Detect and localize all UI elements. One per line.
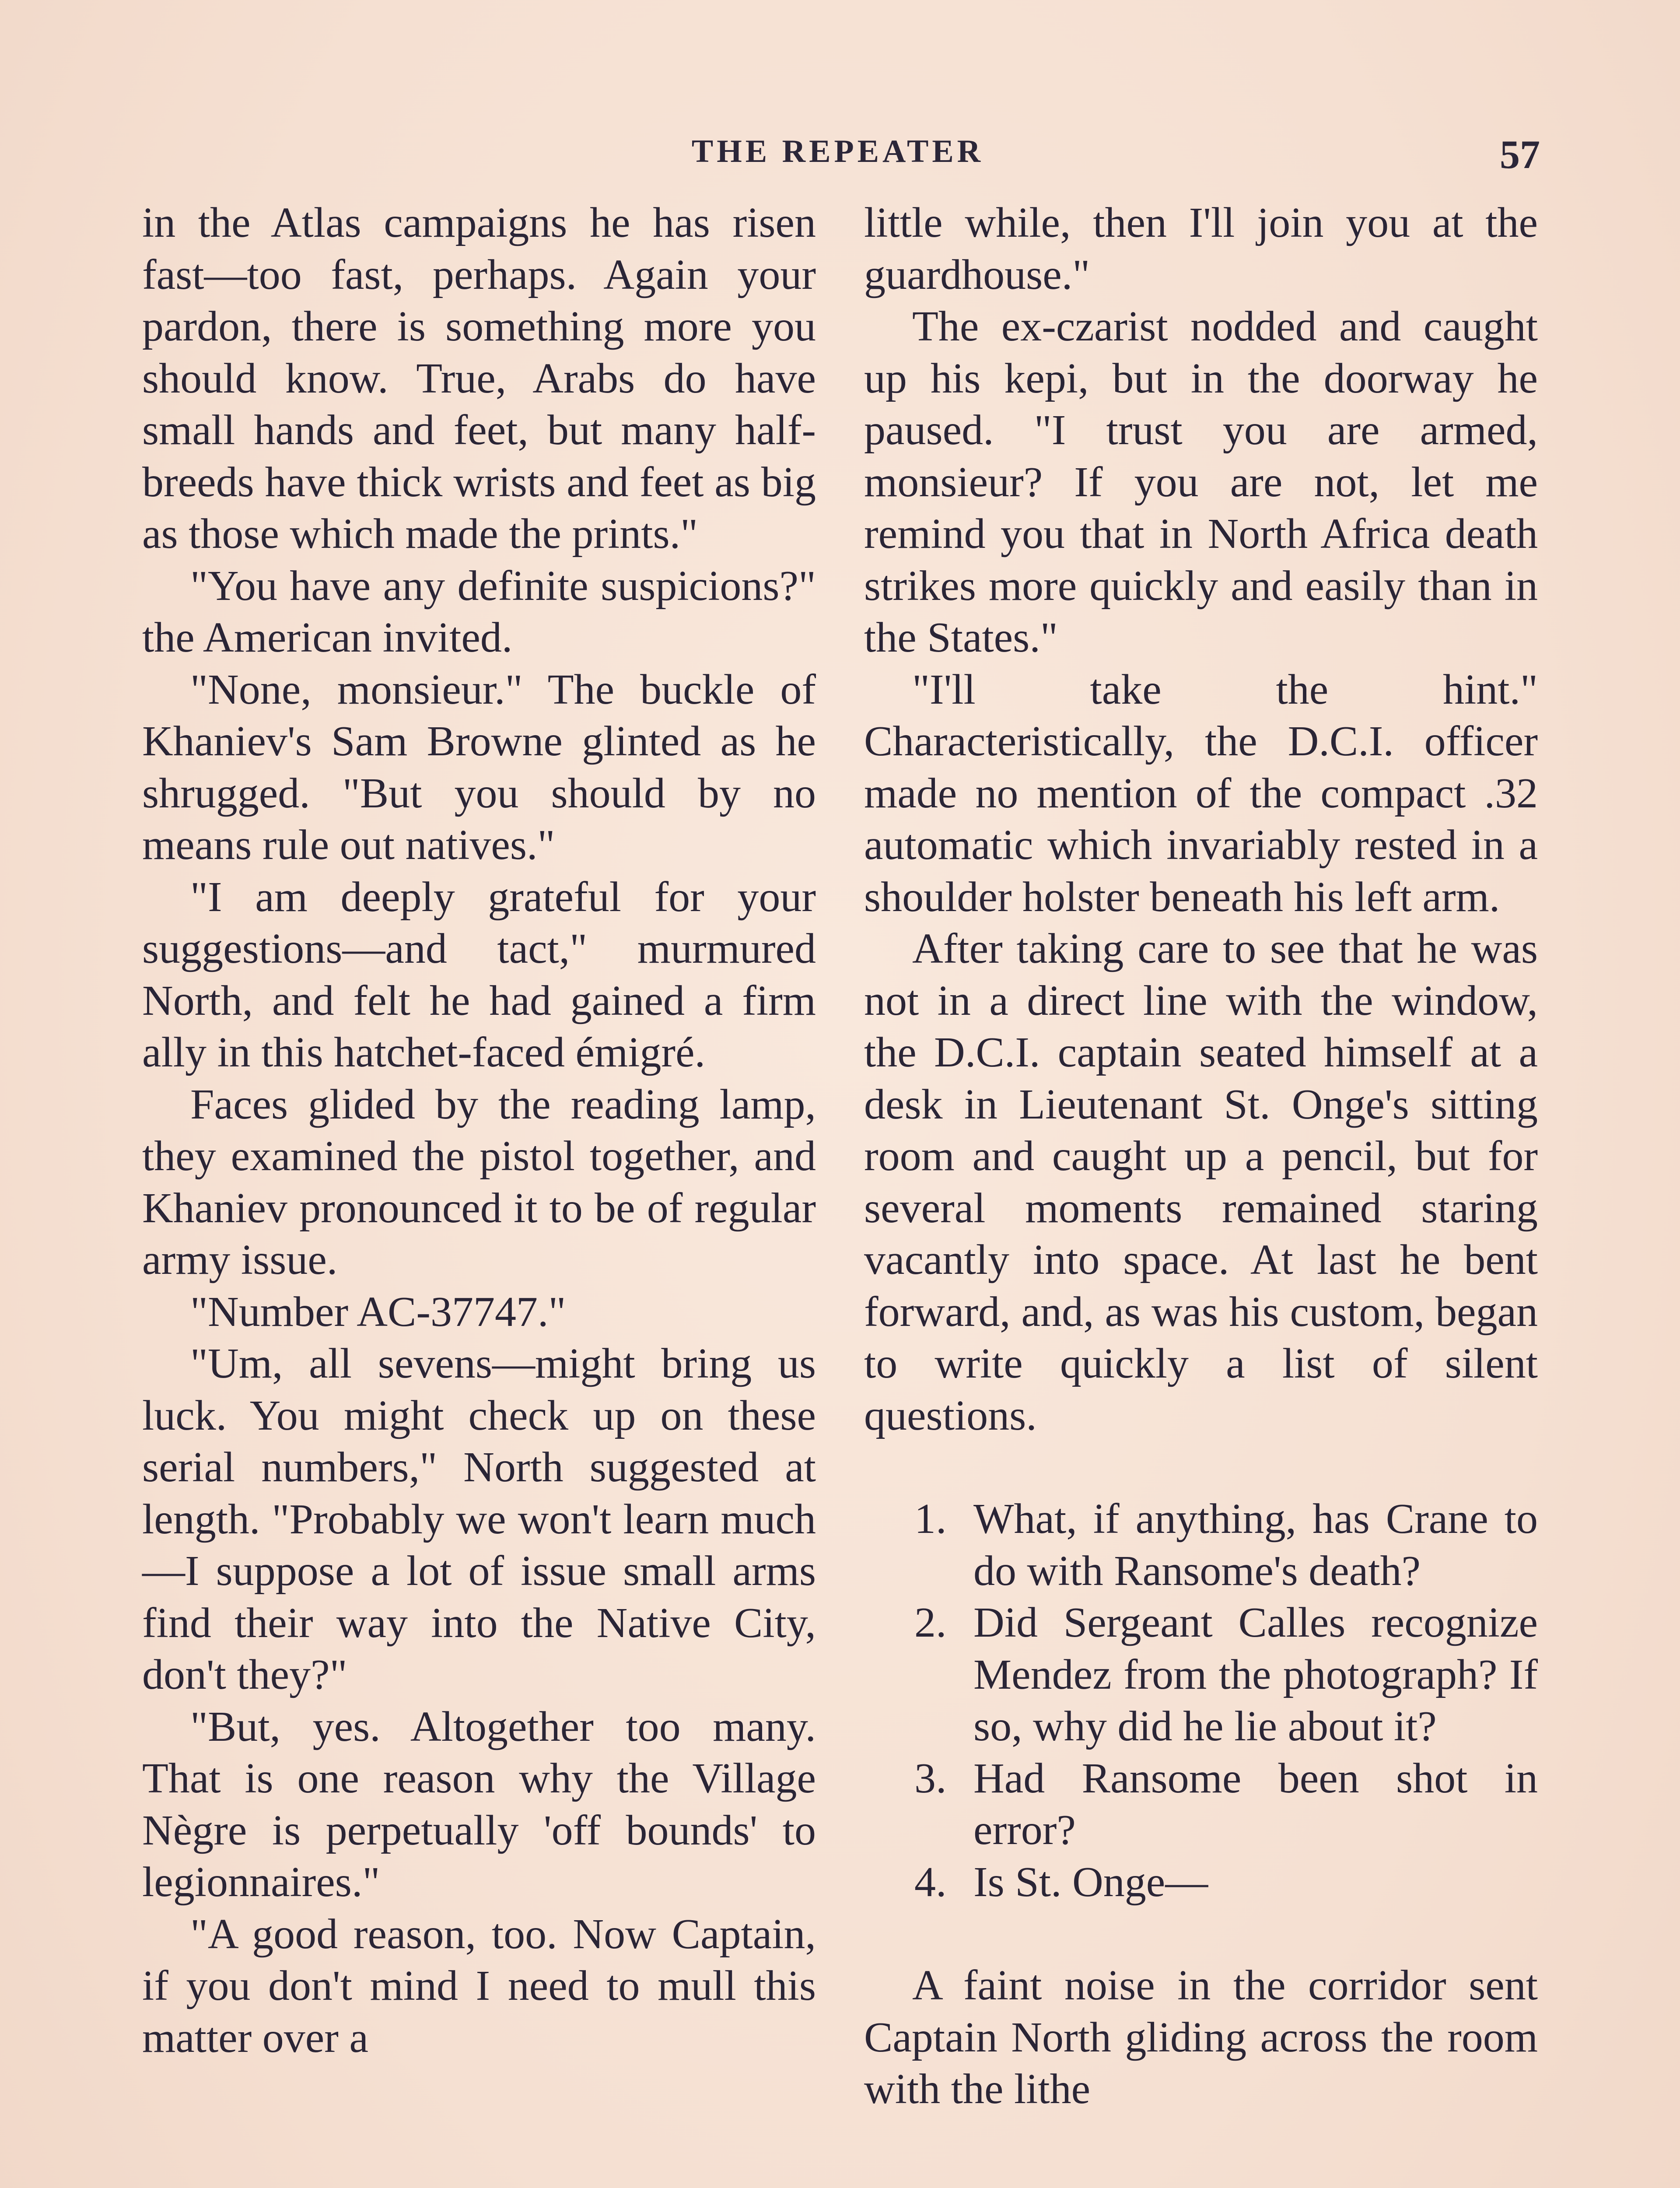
list-item (864, 1753, 1538, 1856)
section-break (864, 1908, 1538, 1960)
list-text: Is St. Onge— (973, 1858, 1208, 1906)
list-item (864, 1856, 1538, 1908)
page-header (144, 131, 1540, 179)
list-number: 4. (914, 1858, 947, 1906)
paragraph: in the Atlas campaigns he has risen fast—too fast, perhaps. Again your pardon, there is something more you should know. True, Arabs do have small hands and feet, but many half-breeds have thick wrists and feet as big as those which made the prints." (142, 199, 816, 558)
list-number: 3. (914, 1754, 947, 1802)
list-number: 1. (914, 1495, 947, 1543)
list-text: Did Sergeant Calles recognize Mendez from the photograph? If so, why did he lie about it? (973, 1599, 1538, 1750)
list-number: 2. (914, 1599, 947, 1646)
paragraph: Faces glided by the reading lamp, they examined the pistol together, and Khaniev pronounced it to be of regular army issue. (142, 1080, 816, 1283)
paragraph: "But, yes. Altogether too many. That is one reason why the Village Nègre is perpetually 'off bounds' to legionnaires." (142, 1703, 816, 1906)
paragraph: "You have any definite suspicions?" the American invited. (142, 562, 816, 661)
page-number: 57 (1500, 132, 1540, 177)
list-item (864, 1493, 1538, 1597)
paragraph: A faint noise in the corridor sent Captain North gliding across the room with the lithe (864, 1962, 1538, 2113)
paragraph: "I'll take the hint." Characteristically, the D.C.I. officer made no mention of the compact .32 automatic which invariably rested in a shoulder holster beneath his left arm. (864, 666, 1538, 921)
list-item (864, 1597, 1538, 1753)
paragraph: "A good reason, too. Now Captain, if you don't mind I need to mull this matter over a (142, 1910, 816, 2062)
list-text: Had Ransome been shot in error? (973, 1754, 1538, 1854)
running-title: THE REPEATER (691, 133, 984, 169)
paragraph: "Um, all sevens—might bring us luck. You might check up on these serial numbers," North suggested at length. "Probably we won't learn much—I suppose a lot of issue small arms find their way into the Native City, don't they?" (142, 1340, 816, 1698)
list-text: What, if anything, has Crane to do with Ransome's death? (973, 1495, 1538, 1595)
paragraph: "I am deeply grateful for your suggestions—and tact," murmured North, and felt he had gained a firm ally in this hatchet-faced émigré. (142, 873, 816, 1076)
question-list (864, 1493, 1538, 1908)
paragraph: "None, monsieur." The buckle of Khaniev's Sam Browne glinted as he shrugged. "But you should by no means rule out natives." (142, 666, 816, 869)
paragraph: "Number AC-37747." (190, 1288, 566, 1336)
left-column (142, 197, 816, 2064)
paragraph: The ex-czarist nodded and caught up his kepi, but in the doorway he paused. "I trust you are armed, monsieur? If you are not, let me remind you that in North Africa death strikes more quickly and easily than in the States." (864, 303, 1538, 661)
paragraph: little while, then I'll join you at the guardhouse." (864, 199, 1538, 298)
paragraph: After taking care to see that he was not in a direct line with the window, the D.C.I. captain seated himself at a desk in Lieutenant St. Onge's sitting room and caught up a pencil, but for several moments remained staring vacantly into space. At last he bent forward, and, as was his custom, began to write quickly a list of silent questions. (864, 925, 1538, 1439)
right-column (864, 197, 1538, 2115)
